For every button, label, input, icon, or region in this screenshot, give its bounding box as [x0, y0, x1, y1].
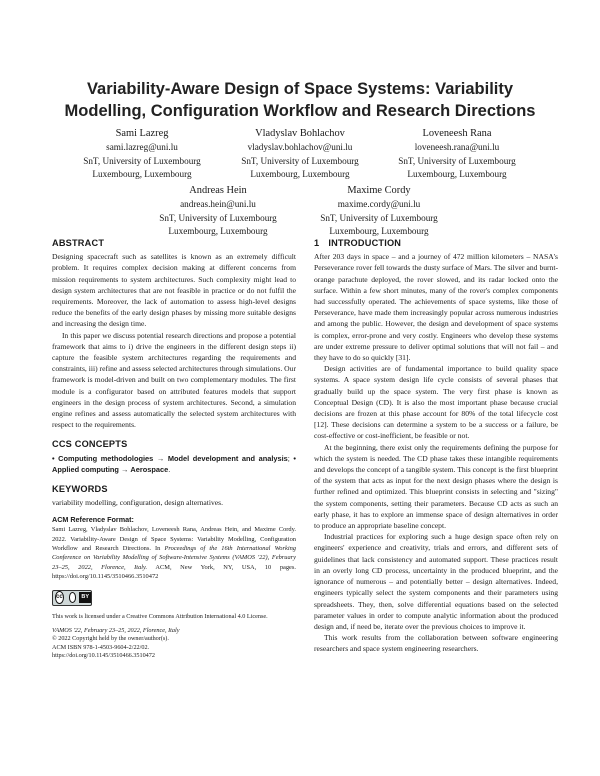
ccs-item-1-leaf: Model development and analysis — [167, 453, 288, 463]
ccs-arrow-icon: → — [118, 464, 131, 474]
ccs-arrow-icon: → — [153, 453, 168, 463]
author-affiliation: SnT, University of Luxembourg — [241, 155, 359, 166]
left-column — [52, 238, 296, 661]
intro-paragraph-3: At the beginning, there exist only the requirements defining the purpose for which the system is needed. The CD phase takes these intangible requirements and develops the concept of a tangible system. This concept is the first blueprint of the system that acts as input for the next design phases where the design is further refined and optimized. This blueprint consists in selecting and "sizing" the system components, setting their parameters. Because CD acts as such an early phase, it has to explore an immense space of design alternatives in order to produce an appropriate baseline concept. — [314, 442, 558, 531]
abstract-paragraph-2: In this paper we discuss potential research directions and propose a potential framework that aims to i) drive the engineers in the different design steps ii) capture the feasible system architectures regarding the requirements and constraints, iii) refine and assess selected architectures through simulations. Our framework is model-driven and built on two complementary modules. The first module is a configurator based on attributed features models that support engineers in the design process of system architectures. Second, a simulation engine refines and assess automatically the selected system architectures with respect to the requirements. — [52, 330, 296, 430]
intro-paragraph-5: This work results from the collaboration between software engineering researchers and space system engineering researchers. — [314, 633, 558, 654]
author-affiliation: SnT, University of Luxembourg — [398, 155, 516, 166]
author-location: Luxembourg, Luxembourg — [92, 169, 192, 180]
ccs-item-2-leaf: Aerospace — [130, 464, 169, 474]
author-block — [57, 127, 227, 182]
acm-reference-text — [52, 525, 296, 581]
author-block — [372, 127, 542, 182]
author-email[interactable]: andreas.hein@uni.lu — [180, 199, 256, 210]
cc-by-icon — [52, 590, 92, 606]
author-name: Andreas Hein — [189, 185, 247, 196]
paper-title — [40, 78, 560, 122]
abstract-heading: ABSTRACT — [52, 238, 105, 248]
author-email[interactable]: vladyslav.bohlachov@uni.lu — [247, 142, 353, 153]
abstract-paragraph-1: Designing spacecraft such as satellites is known as an extremely difficult problem. It requires complex decision making at different concerns from mission requirements to system architectures. Such complexity might lead to design system architectures that are not feasible in practice or do not fulfil the requirements. Moreover, the lack of automation to assess high-level designs reduce the benefits of the early design phases by missing more suitable designs and increasing the design time. — [52, 252, 296, 329]
keywords-text: variability modelling, configuration, design alternatives. — [52, 497, 224, 507]
section-number: 1 — [314, 238, 320, 248]
venue-copyright: © 2022 Copyright held by the owner/author(s). — [52, 635, 169, 643]
ccs-concepts — [52, 453, 296, 475]
ccs-end: . — [168, 464, 171, 474]
author-name: Loveneesh Rana — [422, 128, 492, 139]
author-affiliation: SnT, University of Luxembourg — [320, 212, 438, 223]
venue-conference: VAMOS '22, February 23–25, 2022, Florence, Italy — [52, 626, 180, 634]
author-email[interactable]: sami.lazreg@uni.lu — [106, 142, 178, 153]
venue-doi[interactable]: https://doi.org/10.1145/3510466.3510472 — [52, 652, 155, 660]
author-email[interactable]: maxime.cordy@uni.lu — [337, 199, 421, 210]
author-block — [133, 184, 303, 239]
author-location: Luxembourg, Luxembourg — [407, 169, 507, 180]
author-affiliation: SnT, University of Luxembourg — [83, 155, 201, 166]
reference-doi[interactable]: ACM, New York, NY, USA, 10 pages. https://doi.org/10.1145/3510466.3510472 — [52, 563, 296, 581]
reference-authors: Sami Lazreg, Vladyslav Bohlachov, Loveneesh Rana, Andreas Hein, and Maxime Cordy. 2022. Variability-Aware Design of Space Systems: Variability Modelling, Configuration Workflow and Research Directions. In — [52, 526, 296, 553]
creative-commons-badge[interactable] — [52, 590, 296, 606]
ccs-heading: CCS CONCEPTS — [52, 439, 128, 450]
venue-isbn: ACM ISBN 978-1-4503-9604-2/22/02. — [52, 643, 150, 651]
introduction-heading — [314, 238, 558, 249]
author-block — [294, 184, 464, 239]
cc-logo-icon: cc — [55, 591, 64, 604]
intro-paragraph-4: Industrial practices for exploring such a huge design space often rely on engineers' experience and creativity, trials and errors, and different sets of guidelines that lack consistency and automated support. These practices result in an overly long CD process, uncertainty in the produced blueprint, and the ignorance of numerous – and potentially better – design alternatives. Indeed, engineers typically select the system components and their parameters using spreadsheets. They, then, solve differential equations based on the selected parameter values in order to compute analytic information about the produced design and, if need be, iterate over the previous choices to improve it. — [314, 532, 558, 631]
author-name: Maxime Cordy — [347, 185, 411, 196]
ccs-item-1-root: • Computing methodologies — [52, 453, 154, 463]
author-name: Sami Lazreg — [115, 128, 169, 139]
cc-by-label: BY — [79, 592, 91, 603]
ccs-item-2-root: • Applied computing — [52, 453, 296, 474]
author-location: Luxembourg, Luxembourg — [250, 169, 350, 180]
intro-paragraph-1: After 203 days in space – and a journey of 472 million kilometers – NASA's Perseverance rover fell towards the dusty surface of Mars. The silver and burnt-orange parachute deployed, the rover slowed, and its radar locked onto the surface. Within a few short minutes, many of the rover's complex components had successfully operated. The achievements of space systems, like those of Perseverance, have made them increasingly popular across numerous industries and among the public. However, the design and development of space systems is complex, error-prone and very costly. Engineers who develop these systems are under extreme pressure to deliver optimal solutions that will not fail – and they have to do so quickly [31]. — [314, 252, 558, 363]
keywords-heading: KEYWORDS — [52, 483, 108, 494]
author-affiliation: SnT, University of Luxembourg — [159, 212, 277, 223]
right-column — [314, 238, 558, 655]
author-email[interactable]: loveneesh.rana@uni.lu — [414, 142, 500, 153]
author-block — [215, 127, 385, 182]
venue-line — [52, 627, 296, 636]
acm-reference-heading: ACM Reference Format: — [52, 515, 134, 525]
author-location: Luxembourg, Luxembourg — [168, 226, 268, 237]
title-line-2: Modelling, Configuration Workflow and Research Directions — [64, 102, 536, 120]
ccs-separator: ; — [287, 453, 294, 463]
author-name: Vladyslav Bohlachov — [255, 128, 345, 139]
venue-block — [52, 627, 296, 661]
section-title: INTRODUCTION — [328, 238, 402, 248]
author-location: Luxembourg, Luxembourg — [329, 226, 429, 237]
intro-paragraph-2: Design activities are of fundamental importance to build quality space systems. A space system design life cycle consists of several phases that gradually build up the space system. The very first phase is known as Conceptual Design (CD). It is also the most important phase because crucial decisions are frozen at this phase account for 80% of the total lifecycle cost [12]. These decisions can determine a system to be a success or a failure, be cost-effective or cost-inefficient, be feasible or not. — [314, 364, 558, 441]
license-text: This work is licensed under a Creative Commons Attribution International 4.0 License. — [52, 612, 268, 620]
attribution-icon — [69, 592, 77, 603]
reference-proceedings: Proceedings of the 16th International Working Conference on Variability Modelling of Software-Intensive Systems (VAMOS '22), February 23–25, 2022, Florence, Italy. — [52, 545, 296, 571]
title-line-1: Variability-Aware Design of Space Systems: Variability — [86, 80, 514, 98]
